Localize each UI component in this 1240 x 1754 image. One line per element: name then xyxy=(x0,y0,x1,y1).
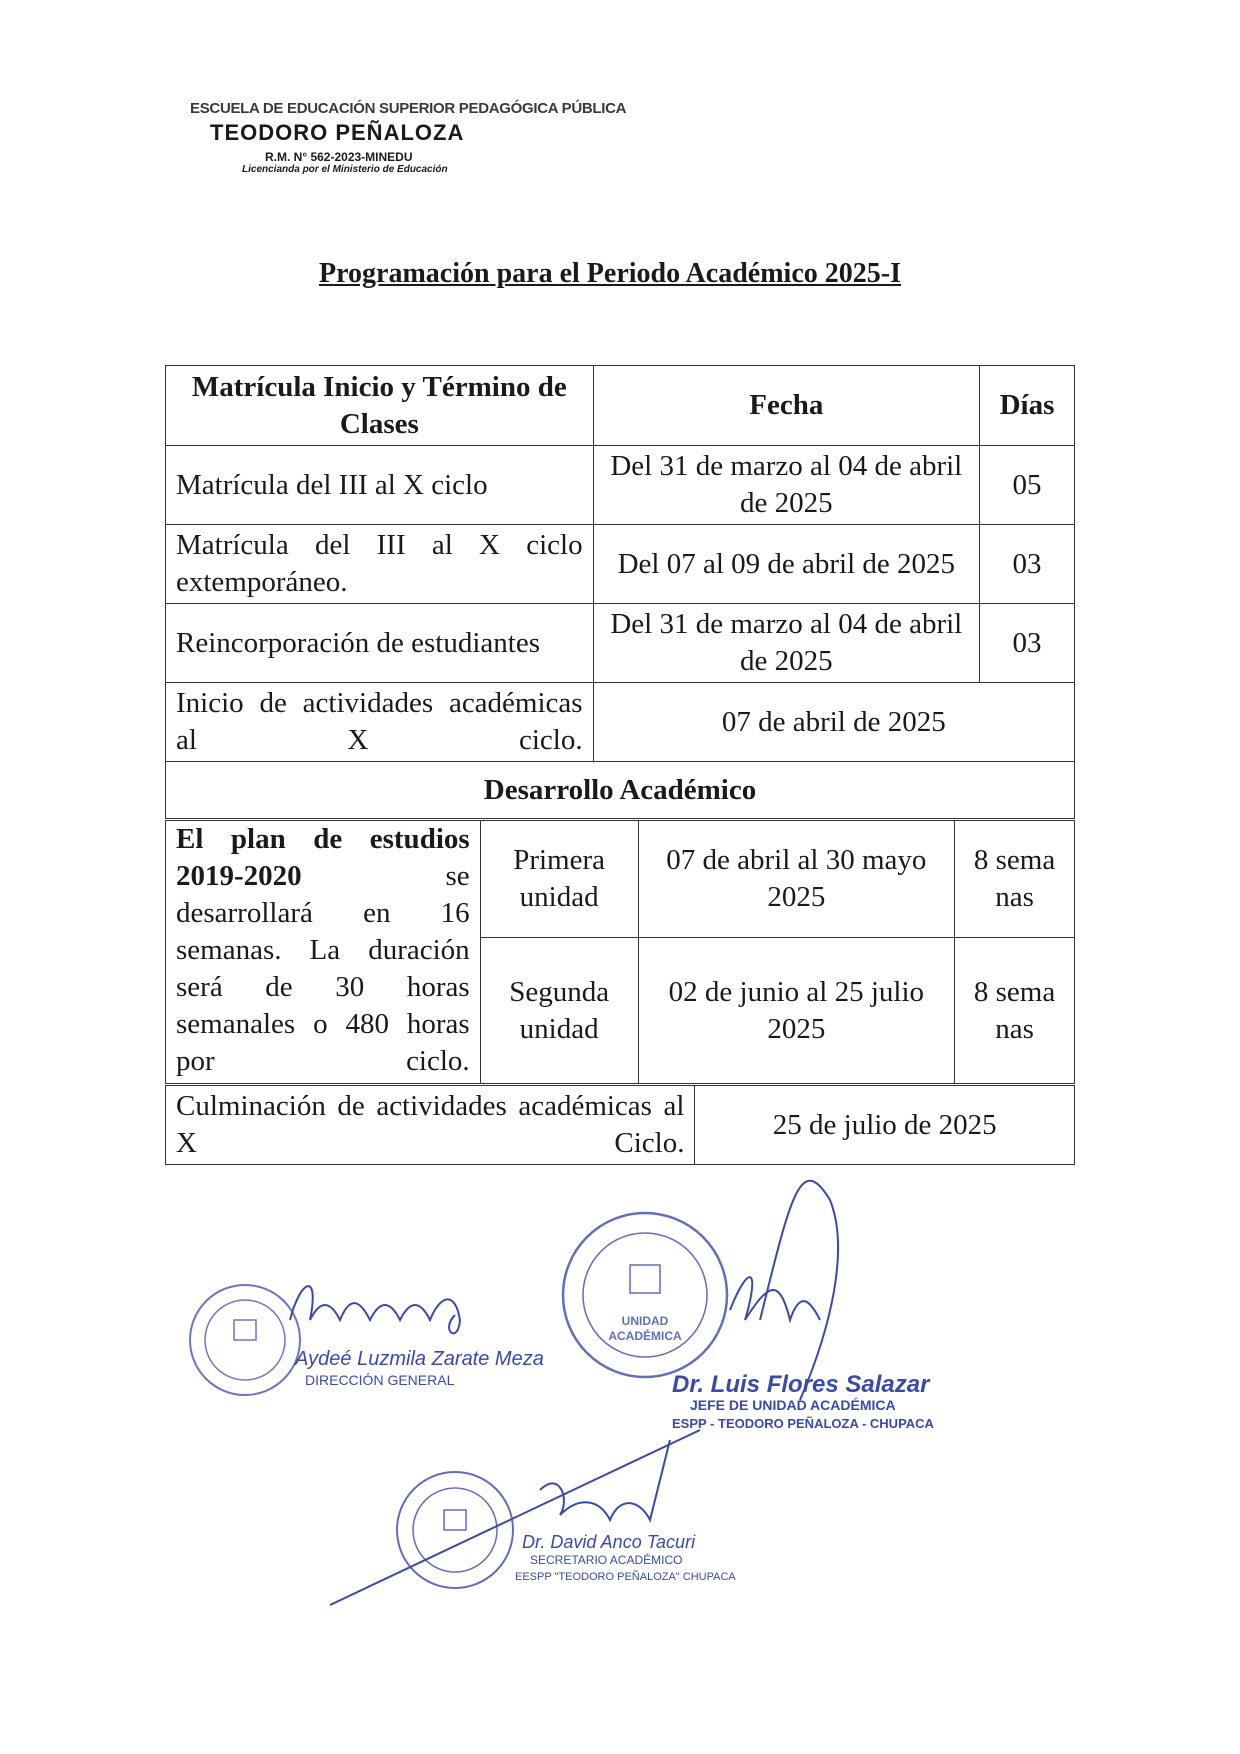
closing-activity: Culminación de actividades académicas al X Ciclo. xyxy=(166,1086,695,1165)
unit-row xyxy=(166,821,1075,938)
development-table xyxy=(165,820,1075,1084)
row-activity: Matrícula del III al X ciclo xyxy=(166,446,594,525)
row-date: Del 31 de marzo al 04 de abril de 2025 xyxy=(593,446,979,525)
plan-bold: El plan de estudios 2019-2020 xyxy=(176,823,470,892)
closing-date: 25 de julio de 2025 xyxy=(695,1086,1075,1165)
document-title: Programación para el Periodo Académico 2025-I xyxy=(319,258,901,289)
name-flores: Dr. Luis Flores Salazar xyxy=(672,1371,930,1398)
svg-text:UNIDAD: UNIDAD xyxy=(621,1314,669,1328)
unit-name: Primera unidad xyxy=(480,821,638,938)
role-zarate: DIRECCIÓN GENERAL xyxy=(305,1372,455,1388)
resolution-number: R.M. N° 562-2023-MINEDU xyxy=(265,150,413,164)
plan-description xyxy=(166,821,481,1084)
signature-anco xyxy=(330,1430,700,1605)
table-row xyxy=(166,1086,1075,1165)
signature-flores xyxy=(730,1181,838,1400)
svg-text:ACADÉMICA: ACADÉMICA xyxy=(608,1329,682,1343)
row-activity: Inicio de actividades académicas al X ciclo. xyxy=(166,683,594,762)
org-flores: ESPP - TEODORO PEÑALOZA - CHUPACA xyxy=(672,1416,934,1431)
row-days: 03 xyxy=(980,604,1075,683)
stamp-unidad-academica xyxy=(563,1213,727,1377)
institution-type: ESCUELA DE EDUCACIÓN SUPERIOR PEDAGÓGICA PÚBLICA xyxy=(190,100,627,117)
row-date: Del 07 al 09 de abril de 2025 xyxy=(593,525,979,604)
stamp-direccion-general xyxy=(190,1285,300,1395)
row-date: 07 de abril de 2025 xyxy=(593,683,1074,762)
unit-date: 02 de junio al 25 julio 2025 xyxy=(638,938,955,1084)
plan-rest: se desarrollará en 16 semanas. La duración será de 30 horas semanales o 480 horas por ciclo. xyxy=(176,860,470,1077)
unit-weeks: 8 semanas xyxy=(955,938,1075,1084)
row-days: 03 xyxy=(980,525,1075,604)
unit-weeks: 8 semanas xyxy=(955,821,1075,938)
section-row xyxy=(166,762,1075,819)
header-activity: Matrícula Inicio y Término de Clases xyxy=(166,366,594,446)
table-row xyxy=(166,683,1075,762)
table-row xyxy=(166,525,1075,604)
closing-table xyxy=(165,1085,1075,1165)
license-note: Licencianda por el Ministerio de Educación xyxy=(242,164,448,175)
table-header-row xyxy=(166,366,1075,446)
section-title: Desarrollo Académico xyxy=(166,762,1075,819)
header-date: Fecha xyxy=(593,366,979,446)
enrollment-table xyxy=(165,365,1075,819)
table-row xyxy=(166,604,1075,683)
table-row xyxy=(166,446,1075,525)
org-anco: EESPP "TEODORO PEÑALOZA" CHUPACA xyxy=(515,1571,736,1583)
row-date: Del 31 de marzo al 04 de abril de 2025 xyxy=(593,604,979,683)
row-days: 05 xyxy=(980,446,1075,525)
unit-date: 07 de abril al 30 mayo 2025 xyxy=(638,821,955,938)
row-activity: Matrícula del III al X ciclo extemporáneo. xyxy=(166,525,594,604)
institution-name: TEODORO PEÑALOZA xyxy=(210,120,465,145)
stamp-secretaria-academica xyxy=(397,1472,513,1588)
unit-name: Segunda unidad xyxy=(480,938,638,1084)
name-zarate: Aydeé Luzmila Zarate Meza xyxy=(295,1348,544,1370)
name-anco: Dr. David Anco Tacuri xyxy=(522,1532,696,1552)
row-activity: Reincorporación de estudiantes xyxy=(166,604,594,683)
header-days: Días xyxy=(980,366,1075,446)
role-flores: JEFE DE UNIDAD ACADÉMICA xyxy=(690,1397,896,1413)
signature-zarate xyxy=(290,1286,460,1333)
role-anco: SECRETARIO ACADÉMICO xyxy=(530,1553,683,1567)
